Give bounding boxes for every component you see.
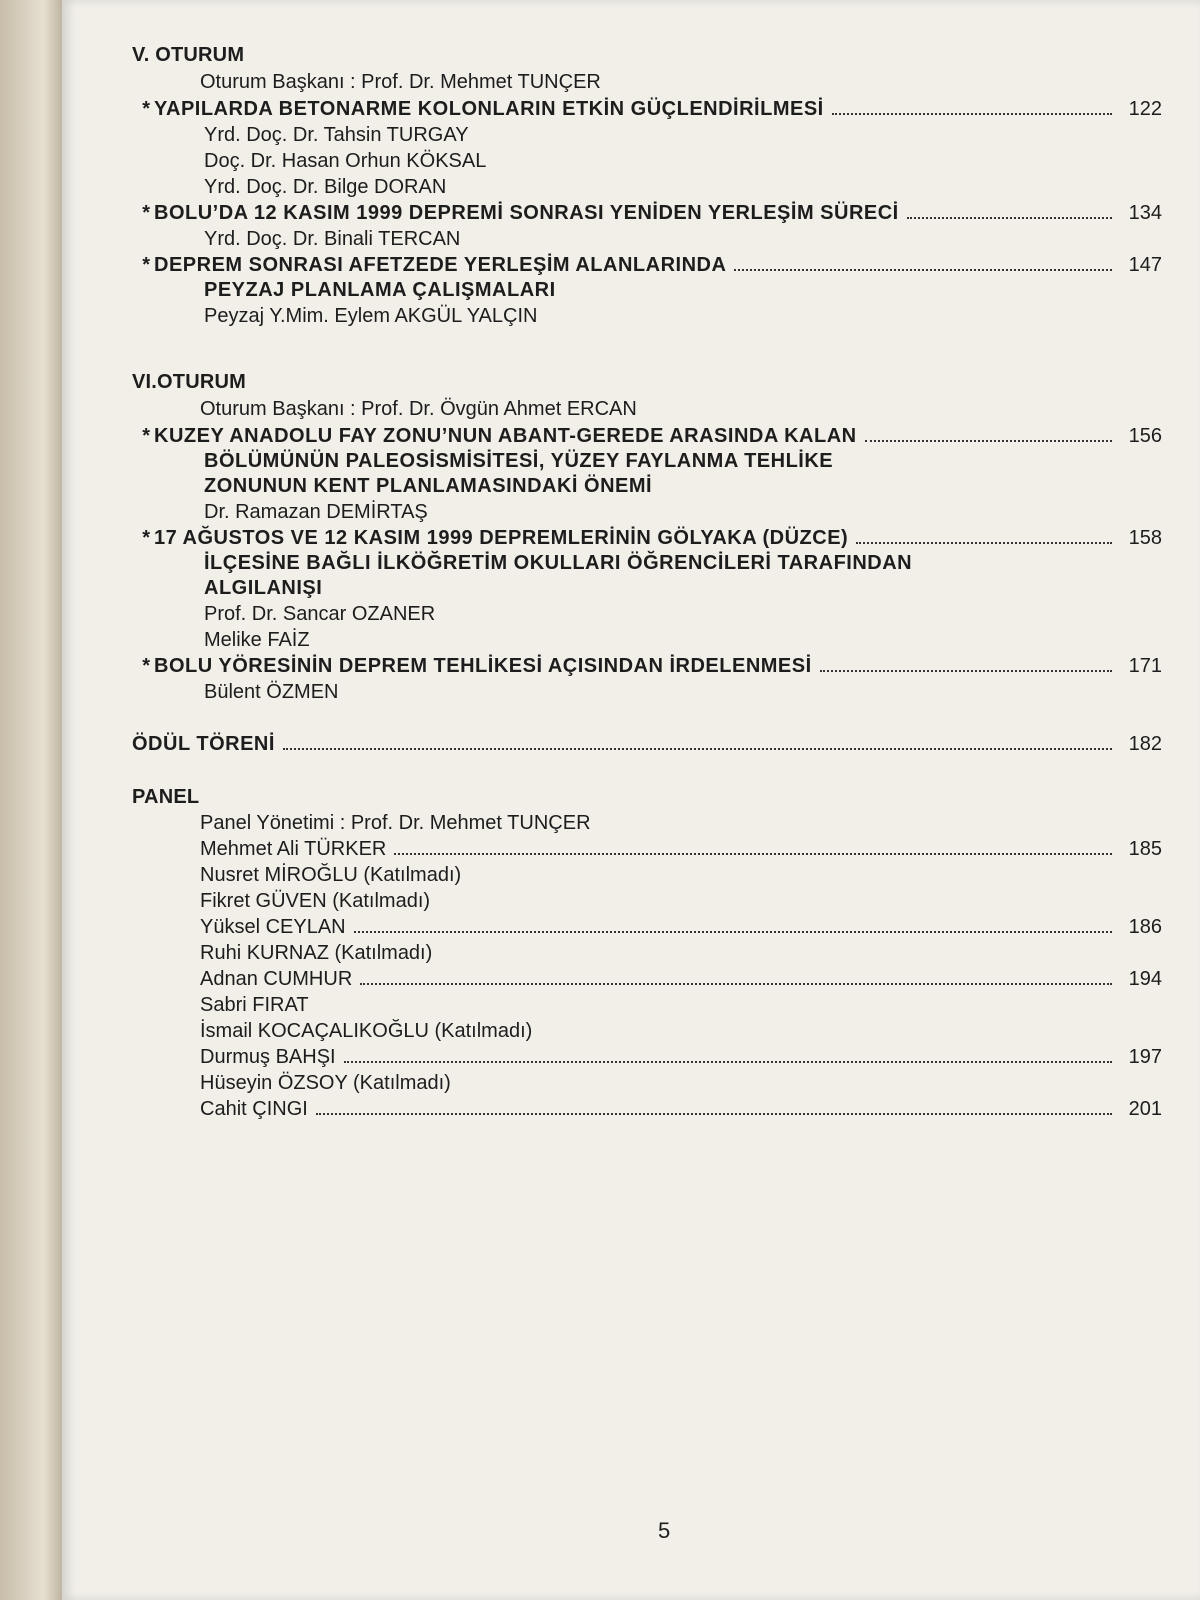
award-ceremony-entry[interactable] bbox=[132, 733, 1162, 756]
page-number: 134 bbox=[1128, 202, 1162, 224]
panel-list bbox=[132, 838, 1162, 1121]
toc-entry-first-line bbox=[132, 254, 1162, 277]
entry-title-continued: PEYZAJ PLANLAMA ÇALIŞMALARI bbox=[204, 279, 556, 301]
entry-title: YAPILARDA BETONARME KOLONLARIN ETKİN GÜÇLENDİRİLMESİ bbox=[154, 98, 824, 120]
panel-entry[interactable] bbox=[132, 1098, 1162, 1121]
entry-title: DEPREM SONRASI AFETZEDE YERLEŞİM ALANLARINDA bbox=[154, 254, 727, 276]
leader-dots bbox=[354, 931, 1112, 933]
panelist-name: Sabri FIRAT bbox=[200, 994, 309, 1016]
bullet-asterisk: * bbox=[142, 254, 150, 276]
panelist-name: Durmuş BAHŞI bbox=[200, 1046, 336, 1068]
page-number: 186 bbox=[1128, 916, 1162, 938]
page-number: 185 bbox=[1128, 838, 1162, 860]
session-chair: Oturum Başkanı : Prof. Dr. Övgün Ahmet ERCAN bbox=[200, 398, 637, 420]
panelist-name: İsmail KOCAÇALIKOĞLU (Katılmadı) bbox=[200, 1020, 533, 1042]
toc-entry[interactable] bbox=[132, 98, 1162, 199]
section-title: V. OTURUM bbox=[132, 44, 245, 66]
panel-entry[interactable] bbox=[132, 838, 1162, 861]
spacer bbox=[132, 756, 1162, 786]
toc-entry[interactable] bbox=[132, 655, 1162, 704]
toc-entry-first-line bbox=[132, 425, 1162, 448]
entry-title: BOLU YÖRESİNİN DEPREM TEHLİKESİ AÇISINDAN İRDELENMESİ bbox=[154, 655, 812, 677]
panel-moderator: Panel Yönetimi : Prof. Dr. Mehmet TUNÇER bbox=[200, 812, 591, 834]
panelist-name: Hüseyin ÖZSOY (Katılmadı) bbox=[200, 1072, 451, 1094]
leader-dots bbox=[907, 217, 1112, 219]
toc-entry[interactable] bbox=[132, 527, 1162, 652]
page-number: 171 bbox=[1128, 655, 1162, 677]
entry-title-continued: ZONUNUN KENT PLANLAMASINDAKİ ÖNEMİ bbox=[204, 475, 653, 497]
leader-dots bbox=[316, 1113, 1112, 1115]
entry-author: Bülent ÖZMEN bbox=[204, 681, 339, 703]
leader-dots bbox=[734, 269, 1112, 271]
leader-dots bbox=[832, 113, 1112, 115]
session-entries bbox=[132, 425, 1162, 704]
page-number: 182 bbox=[1128, 733, 1162, 755]
table-of-contents bbox=[132, 44, 1162, 1124]
toc-entry-first-line bbox=[132, 655, 1162, 678]
entry-author: Prof. Dr. Sancar OZANER bbox=[204, 603, 436, 625]
entry-author: Yrd. Doç. Dr. Tahsin TURGAY bbox=[204, 124, 469, 146]
entry-title: 17 AĞUSTOS VE 12 KASIM 1999 DEPREMLERİNİN GÖLYAKA (DÜZCE) bbox=[154, 527, 849, 549]
bullet-asterisk: * bbox=[142, 527, 150, 549]
page-number: 122 bbox=[1128, 98, 1162, 120]
spacer bbox=[132, 331, 1162, 371]
panel-section bbox=[132, 786, 1162, 1121]
bullet-asterisk: * bbox=[142, 655, 150, 677]
spacer bbox=[132, 707, 1162, 733]
entry-title-continued: İLÇESİNE BAĞLI İLKÖĞRETİM OKULLARI ÖĞRENCİLERİ TARAFINDAN bbox=[204, 552, 913, 574]
entry-author: Dr. Ramazan DEMİRTAŞ bbox=[204, 501, 428, 523]
leader-dots bbox=[344, 1061, 1112, 1063]
section-title: PANEL bbox=[132, 786, 200, 808]
session-vi bbox=[132, 371, 1162, 704]
page-number: 158 bbox=[1128, 527, 1162, 549]
panelist-name: Yüksel CEYLAN bbox=[200, 916, 346, 938]
bullet-asterisk: * bbox=[142, 98, 150, 120]
entry-author: Doç. Dr. Hasan Orhun KÖKSAL bbox=[204, 150, 487, 172]
bullet-asterisk: * bbox=[142, 202, 150, 224]
entry-title: KUZEY ANADOLU FAY ZONU’NUN ABANT-GEREDE ARASINDA KALAN bbox=[154, 425, 857, 447]
panel-entry[interactable] bbox=[132, 1046, 1162, 1069]
page-number: 197 bbox=[1128, 1046, 1162, 1068]
entry-author: Yrd. Doç. Dr. Bilge DORAN bbox=[204, 176, 447, 198]
leader-dots bbox=[856, 542, 1112, 544]
entry-title: BOLU’DA 12 KASIM 1999 DEPREMİ SONRASI YENİDEN YERLEŞİM SÜRECİ bbox=[154, 202, 899, 224]
toc-entry-first-line bbox=[132, 98, 1162, 121]
book-spine bbox=[0, 0, 62, 1600]
bullet-asterisk: * bbox=[142, 425, 150, 447]
panelist-name: Adnan CUMHUR bbox=[200, 968, 353, 990]
page-number: 147 bbox=[1128, 254, 1162, 276]
toc-entry[interactable] bbox=[132, 254, 1162, 328]
entry-title-continued: ALGILANIŞI bbox=[204, 577, 323, 599]
book-page bbox=[62, 0, 1200, 1600]
leader-dots bbox=[865, 440, 1112, 442]
page-number: 201 bbox=[1128, 1098, 1162, 1120]
toc-entry-first-line bbox=[132, 527, 1162, 550]
panelist-name: Ruhi KURNAZ (Katılmadı) bbox=[200, 942, 433, 964]
toc-entry[interactable] bbox=[132, 202, 1162, 251]
entry-author: Peyzaj Y.Mim. Eylem AKGÜL YALÇIN bbox=[204, 305, 538, 327]
session-entries bbox=[132, 98, 1162, 328]
page-number: 156 bbox=[1128, 425, 1162, 447]
panelist-name: Cahit ÇINGI bbox=[200, 1098, 308, 1120]
panelist-name: Fikret GÜVEN (Katılmadı) bbox=[200, 890, 431, 912]
panel-entry[interactable] bbox=[132, 916, 1162, 939]
page-number: 194 bbox=[1128, 968, 1162, 990]
entry-title-continued: BÖLÜMÜNÜN PALEOSİSMİSİTESİ, YÜZEY FAYLANMA TEHLİKE bbox=[204, 450, 834, 472]
leader-dots bbox=[820, 670, 1112, 672]
session-v bbox=[132, 44, 1162, 328]
section-title: VI.OTURUM bbox=[132, 371, 247, 393]
leader-dots bbox=[283, 748, 1112, 750]
page-number-footer: 5 bbox=[658, 1518, 671, 1543]
panel-entry[interactable] bbox=[132, 968, 1162, 991]
award-title: ÖDÜL TÖRENİ bbox=[132, 733, 275, 755]
entry-author: Yrd. Doç. Dr. Binali TERCAN bbox=[204, 228, 461, 250]
toc-entry[interactable] bbox=[132, 425, 1162, 524]
leader-dots bbox=[360, 983, 1112, 985]
panelist-name: Mehmet Ali TÜRKER bbox=[200, 838, 387, 860]
toc-entry-first-line bbox=[132, 202, 1162, 225]
entry-author: Melike FAİZ bbox=[204, 629, 310, 651]
leader-dots bbox=[394, 853, 1112, 855]
session-chair: Oturum Başkanı : Prof. Dr. Mehmet TUNÇER bbox=[200, 71, 601, 93]
panelist-name: Nusret MİROĞLU (Katılmadı) bbox=[200, 864, 462, 886]
